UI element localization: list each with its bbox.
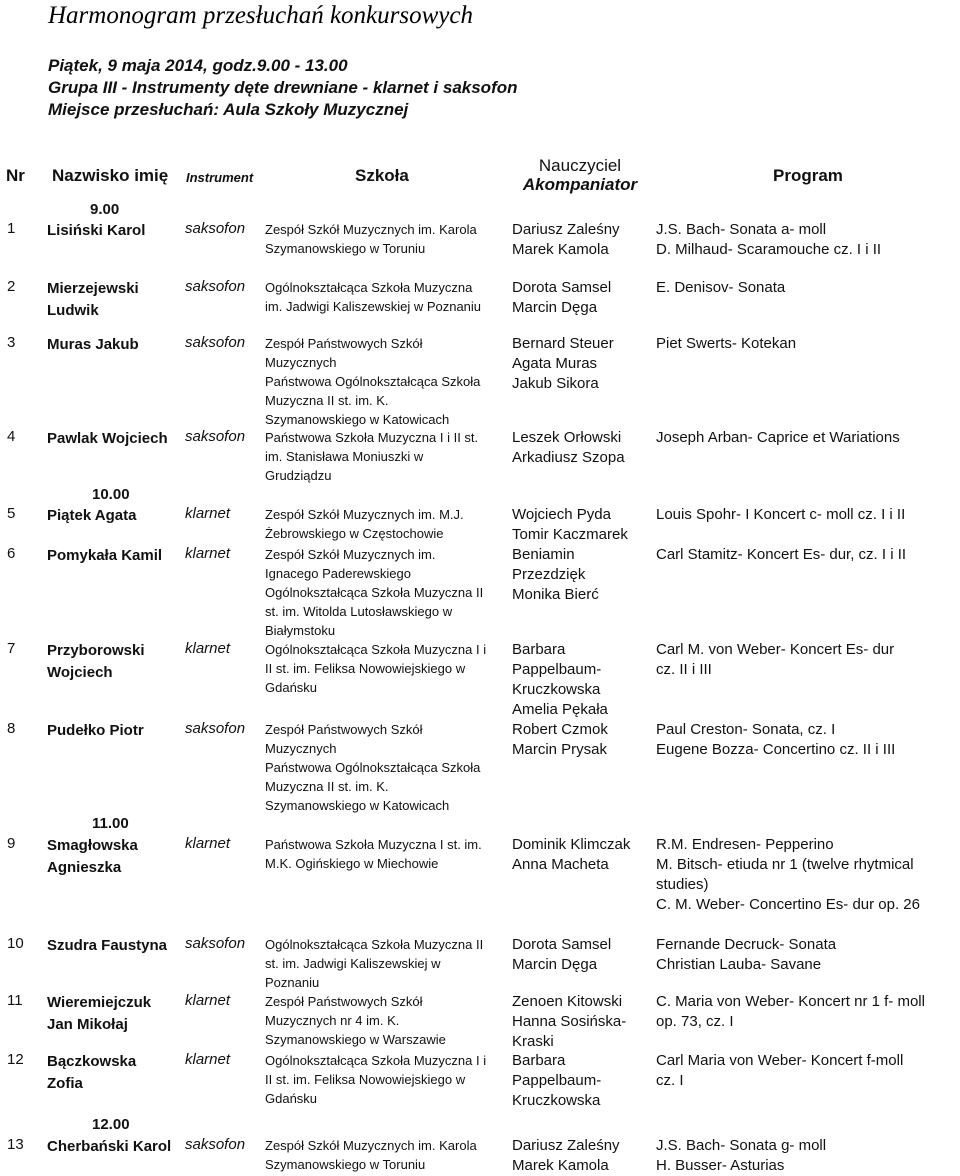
entry-number: 3 xyxy=(7,334,16,351)
header-program: Program xyxy=(773,166,843,185)
teacher-accompanist xyxy=(512,505,652,545)
school xyxy=(265,640,505,697)
teacher-accompanist-line: Zenoen Kitowski xyxy=(512,993,623,1010)
teacher-accompanist-line: Agata Muras xyxy=(512,355,598,372)
participant-name-line: Wojciech xyxy=(47,664,113,681)
school-line: Zespół Szkół Muzycznych im. M.J. xyxy=(265,507,464,522)
entry-number: 2 xyxy=(7,278,16,295)
instrument: saksofon xyxy=(185,278,246,295)
school-line: st. im. Jadwigi Kaliszewskiej w xyxy=(265,956,441,971)
program-line: R.M. Endresen- Pepperino xyxy=(656,836,834,853)
teacher-accompanist-line: Marcin Dęga xyxy=(512,299,598,316)
teacher-accompanist-line: Pappelbaum- xyxy=(512,1072,602,1089)
program xyxy=(656,720,946,760)
program-line: D. Milhaud- Scaramouche cz. I i II xyxy=(656,241,882,258)
teacher-accompanist-line: Robert Czmok xyxy=(512,721,608,738)
entry-number: 6 xyxy=(7,545,16,562)
header-teacher-line2: Akompaniator xyxy=(522,175,638,194)
program-line: C. M. Weber- Concertino Es- dur op. 26 xyxy=(656,896,920,913)
school-line: Muzycznych xyxy=(265,741,337,756)
teacher-accompanist-line: Jakub Sikora xyxy=(512,375,599,392)
school-line: Zespół Szkół Muzycznych im. Karola xyxy=(265,1138,477,1153)
session-location: Miejsce przesłuchań: Aula Szkoły Muzycznej xyxy=(48,100,409,119)
school-line: Muzyczna II st. im. K. xyxy=(265,393,389,408)
document-title: Harmonogram przesłuchań konkursowych xyxy=(48,2,473,29)
time-slot: 12.00 xyxy=(92,1116,130,1133)
header-teacher-line1: Nauczyciel xyxy=(538,156,622,175)
teacher-accompanist-line: Marek Kamola xyxy=(512,241,609,258)
program-line: E. Denisov- Sonata xyxy=(656,279,786,296)
teacher-accompanist-line: Beniamin xyxy=(512,546,575,563)
participant-name-line: Agnieszka xyxy=(47,859,122,876)
program-line: Fernande Decruck- Sonata xyxy=(656,936,837,953)
program xyxy=(656,640,946,680)
program-line: Carl Stamitz- Koncert Es- dur, cz. I i II xyxy=(656,546,907,563)
entry-number: 7 xyxy=(7,640,16,657)
participant-name xyxy=(47,1051,187,1095)
teacher-accompanist-line: Anna Macheta xyxy=(512,856,609,873)
school-line: Szymanowskiego w Toruniu xyxy=(265,1157,426,1172)
teacher-accompanist-line: Marcin Dęga xyxy=(512,956,598,973)
teacher-accompanist-line: Barbara xyxy=(512,641,566,658)
teacher-accompanist xyxy=(512,720,652,760)
teacher-accompanist-line: Leszek Orłowski xyxy=(512,429,622,446)
participant-name-line: Cherbański Karol xyxy=(47,1138,172,1155)
teacher-accompanist-line: Kruczkowska xyxy=(512,1092,601,1109)
school-line: Ogólnokształcąca Szkoła Muzyczna xyxy=(265,280,473,295)
participant-name-line: Muras Jakub xyxy=(47,336,139,353)
school-line: Szymanowskiego w Katowicach xyxy=(265,412,450,427)
teacher-accompanist-line: Barbara xyxy=(512,1052,566,1069)
school-line: im. Jadwigi Kaliszewskiej w Poznaniu xyxy=(265,299,482,314)
instrument: klarnet xyxy=(185,1051,231,1068)
program-line: Joseph Arban- Caprice et Wariations xyxy=(656,429,900,446)
time-slot: 10.00 xyxy=(92,486,130,503)
teacher-accompanist xyxy=(512,1136,652,1176)
header-nr: Nr xyxy=(6,166,25,185)
teacher-accompanist-line: Dariusz Zaleśny xyxy=(512,221,620,238)
school-line: st. im. Witolda Lutosławskiego w xyxy=(265,604,453,619)
school-line: im. Stanisława Moniuszki w xyxy=(265,449,424,464)
school-line: Muzycznych nr 4 im. K. xyxy=(265,1013,400,1028)
school-line: Zespół Państwowych Szkół xyxy=(265,722,423,737)
instrument: saksofon xyxy=(185,334,246,351)
school-line: Ogólnokształcąca Szkoła Muzyczna I i xyxy=(265,1053,487,1068)
school-line: Zespół Szkół Muzycznych im. Karola xyxy=(265,222,477,237)
program-line: Eugene Bozza- Concertino cz. II i III xyxy=(656,741,896,758)
instrument: klarnet xyxy=(185,505,231,522)
teacher-accompanist xyxy=(512,835,652,875)
participant-name xyxy=(47,545,187,567)
header-teacher xyxy=(512,156,648,194)
teacher-accompanist xyxy=(512,545,652,605)
program-line: C. Maria von Weber- Koncert nr 1 f- moll xyxy=(656,993,925,1010)
teacher-accompanist-line: Dorota Samsel xyxy=(512,936,612,953)
program-line: Piet Swerts- Kotekan xyxy=(656,335,797,352)
participant-name xyxy=(47,428,187,450)
teacher-accompanist-line: Tomir Kaczmarek xyxy=(512,526,628,543)
school-line: Białymstoku xyxy=(265,623,336,638)
teacher-accompanist xyxy=(512,935,652,975)
participant-name xyxy=(47,992,187,1036)
entry-number: 5 xyxy=(7,505,16,522)
school xyxy=(265,278,505,316)
participant-name-line: Przyborowski xyxy=(47,642,145,659)
school xyxy=(265,545,505,640)
participant-name xyxy=(47,1136,187,1158)
program-line: J.S. Bach- Sonata a- moll xyxy=(656,221,827,238)
header-instrument: Instrument xyxy=(186,170,254,185)
participant-name-line: Mierzejewski xyxy=(47,280,139,297)
program xyxy=(656,835,946,915)
school-line: Ogólnokształcąca Szkoła Muzyczna II xyxy=(265,585,484,600)
program xyxy=(656,505,946,525)
entry-number: 12 xyxy=(7,1051,24,1068)
teacher-accompanist xyxy=(512,220,652,260)
school-line: Ogólnokształcąca Szkoła Muzyczna I i xyxy=(265,642,487,657)
entry-number: 4 xyxy=(7,428,16,445)
teacher-accompanist-line: Marek Kamola xyxy=(512,1157,609,1174)
school-line: Poznaniu xyxy=(265,975,320,990)
program-line: Louis Spohr- I Koncert c- moll cz. I i II xyxy=(656,506,906,523)
school-line: Ogólnokształcąca Szkoła Muzyczna II xyxy=(265,937,484,952)
participant-name xyxy=(47,220,187,242)
instrument: klarnet xyxy=(185,545,231,562)
session-group: Grupa III - Instrumenty dęte drewniane - klarnet i saksofon xyxy=(48,78,518,97)
school-line: Państwowa Ogólnokształcąca Szkoła xyxy=(265,760,481,775)
teacher-accompanist xyxy=(512,992,652,1052)
instrument: saksofon xyxy=(185,428,246,445)
program-line: Carl M. von Weber- Koncert Es- dur xyxy=(656,641,895,658)
teacher-accompanist-line: Arkadiusz Szopa xyxy=(512,449,625,466)
entry-number: 1 xyxy=(7,220,16,237)
school-line: Ignacego Paderewskiego xyxy=(265,566,411,581)
school-line: Zespół Państwowych Szkół xyxy=(265,336,423,351)
program xyxy=(656,935,946,975)
time-slot: 11.00 xyxy=(92,815,129,832)
school-line: Zespół Szkół Muzycznych im. xyxy=(265,547,436,562)
school-line: Szymanowskiego w Toruniu xyxy=(265,241,426,256)
participant-name-line: Pomykała Kamil xyxy=(47,547,163,564)
teacher-accompanist xyxy=(512,640,652,720)
session-date: Piątek, 9 maja 2014, godz.9.00 - 13.00 xyxy=(48,56,348,75)
participant-name xyxy=(47,935,187,957)
program-line: op. 73, cz. I xyxy=(656,1013,734,1030)
school-line: Zespół Państwowych Szkół xyxy=(265,994,423,1009)
entry-number: 8 xyxy=(7,720,16,737)
school xyxy=(265,835,505,873)
participant-name xyxy=(47,720,187,742)
participant-name-line: Smagłowska xyxy=(47,837,138,854)
teacher-accompanist-line: Marcin Prysak xyxy=(512,741,608,758)
teacher-accompanist xyxy=(512,334,652,394)
program-line: M. Bitsch- etiuda nr 1 (twelve rhytmical xyxy=(656,856,914,873)
participant-name-line: Bączkowska xyxy=(47,1053,137,1070)
teacher-accompanist-line: Wojciech Pyda xyxy=(512,506,611,523)
teacher-accompanist-line: Dominik Klimczak xyxy=(512,836,631,853)
participant-name xyxy=(47,334,187,356)
teacher-accompanist-line: Bernard Steuer xyxy=(512,335,614,352)
teacher-accompanist-line: Dorota Samsel xyxy=(512,279,612,296)
school-line: Państwowa Ogólnokształcąca Szkoła xyxy=(265,374,481,389)
program xyxy=(656,545,946,565)
teacher-accompanist-line: Monika Bierć xyxy=(512,586,599,603)
program xyxy=(656,1136,946,1176)
teacher-accompanist-line: Amelia Pękała xyxy=(512,701,608,718)
school xyxy=(265,1051,505,1108)
program xyxy=(656,1051,946,1091)
participant-name xyxy=(47,835,187,879)
school xyxy=(265,505,505,543)
program xyxy=(656,428,946,448)
school-line: Państwowa Szkoła Muzyczna I st. im. xyxy=(265,837,482,852)
teacher-accompanist-line: Kruczkowska xyxy=(512,681,601,698)
instrument: saksofon xyxy=(185,220,246,237)
entry-number: 11 xyxy=(7,992,23,1009)
school-line: Grudziądzu xyxy=(265,468,332,483)
school-line: Szymanowskiego w Warszawie xyxy=(265,1032,446,1047)
header-name: Nazwisko imię xyxy=(52,166,169,185)
teacher-accompanist xyxy=(512,278,652,318)
entry-number: 13 xyxy=(7,1136,24,1153)
participant-name-line: Zofia xyxy=(47,1075,83,1092)
participant-name-line: Ludwik xyxy=(47,302,99,319)
school xyxy=(265,1136,505,1174)
teacher-accompanist-line: Pappelbaum- xyxy=(512,661,602,678)
participant-name xyxy=(47,640,187,684)
school-line: Gdańsku xyxy=(265,680,318,695)
instrument: klarnet xyxy=(185,835,231,852)
instrument: klarnet xyxy=(185,992,231,1009)
school-line: Muzyczna II st. im. K. xyxy=(265,779,389,794)
program-line: Carl Maria von Weber- Koncert f-moll xyxy=(656,1052,904,1069)
school-line: Muzycznych xyxy=(265,355,337,370)
program xyxy=(656,992,946,1032)
program-line: Christian Lauba- Savane xyxy=(656,956,822,973)
instrument: saksofon xyxy=(185,935,246,952)
school-line: M.K. Ogińskiego w Miechowie xyxy=(265,856,439,871)
school xyxy=(265,992,505,1049)
school-line: Gdańsku xyxy=(265,1091,318,1106)
school-line: Żebrowskiego w Częstochowie xyxy=(265,526,444,541)
participant-name-line: Jan Mikołaj xyxy=(47,1016,128,1033)
school xyxy=(265,220,505,258)
session-info xyxy=(48,55,928,121)
school xyxy=(265,720,505,815)
school-line: Szymanowskiego w Katowicach xyxy=(265,798,450,813)
program-line: H. Busser- Asturias xyxy=(656,1157,785,1174)
program-line: studies) xyxy=(656,876,709,893)
participant-name-line: Szudra Faustyna xyxy=(47,937,168,954)
school xyxy=(265,334,505,429)
teacher-accompanist-line: Przezdzięk xyxy=(512,566,586,583)
teacher-accompanist-line: Hanna Sosińska- xyxy=(512,1013,627,1030)
participant-name-line: Wieremiejczuk xyxy=(47,994,152,1011)
header-school: Szkoła xyxy=(355,166,409,185)
entry-number: 9 xyxy=(7,835,16,852)
participant-name-line: Lisiński Karol xyxy=(47,222,146,239)
school xyxy=(265,935,505,992)
time-slot: 9.00 xyxy=(90,201,120,218)
school-line: II st. im. Feliksa Nowowiejskiego w xyxy=(265,1072,466,1087)
participant-name xyxy=(47,278,187,322)
participant-name-line: Pawlak Wojciech xyxy=(47,430,168,447)
program xyxy=(656,334,946,354)
instrument: saksofon xyxy=(185,720,246,737)
teacher-accompanist xyxy=(512,428,652,468)
school xyxy=(265,428,505,485)
teacher-accompanist-line: Dariusz Zaleśny xyxy=(512,1137,620,1154)
participant-name xyxy=(47,505,187,527)
program-line: cz. II i III xyxy=(656,661,712,678)
instrument: klarnet xyxy=(185,640,231,657)
program xyxy=(656,220,946,260)
program-line: cz. I xyxy=(656,1072,684,1089)
instrument: saksofon xyxy=(185,1136,246,1153)
school-line: Państwowa Szkoła Muzyczna I i II st. xyxy=(265,430,479,445)
teacher-accompanist xyxy=(512,1051,652,1111)
program-line: J.S. Bach- Sonata g- moll xyxy=(656,1137,827,1154)
participant-name-line: Pudełko Piotr xyxy=(47,722,144,739)
school-line: II st. im. Feliksa Nowowiejskiego w xyxy=(265,661,466,676)
program-line: Paul Creston- Sonata, cz. I xyxy=(656,721,836,738)
entry-number: 10 xyxy=(7,935,24,952)
participant-name-line: Piątek Agata xyxy=(47,507,137,524)
program xyxy=(656,278,946,298)
teacher-accompanist-line: Kraski xyxy=(512,1033,554,1050)
